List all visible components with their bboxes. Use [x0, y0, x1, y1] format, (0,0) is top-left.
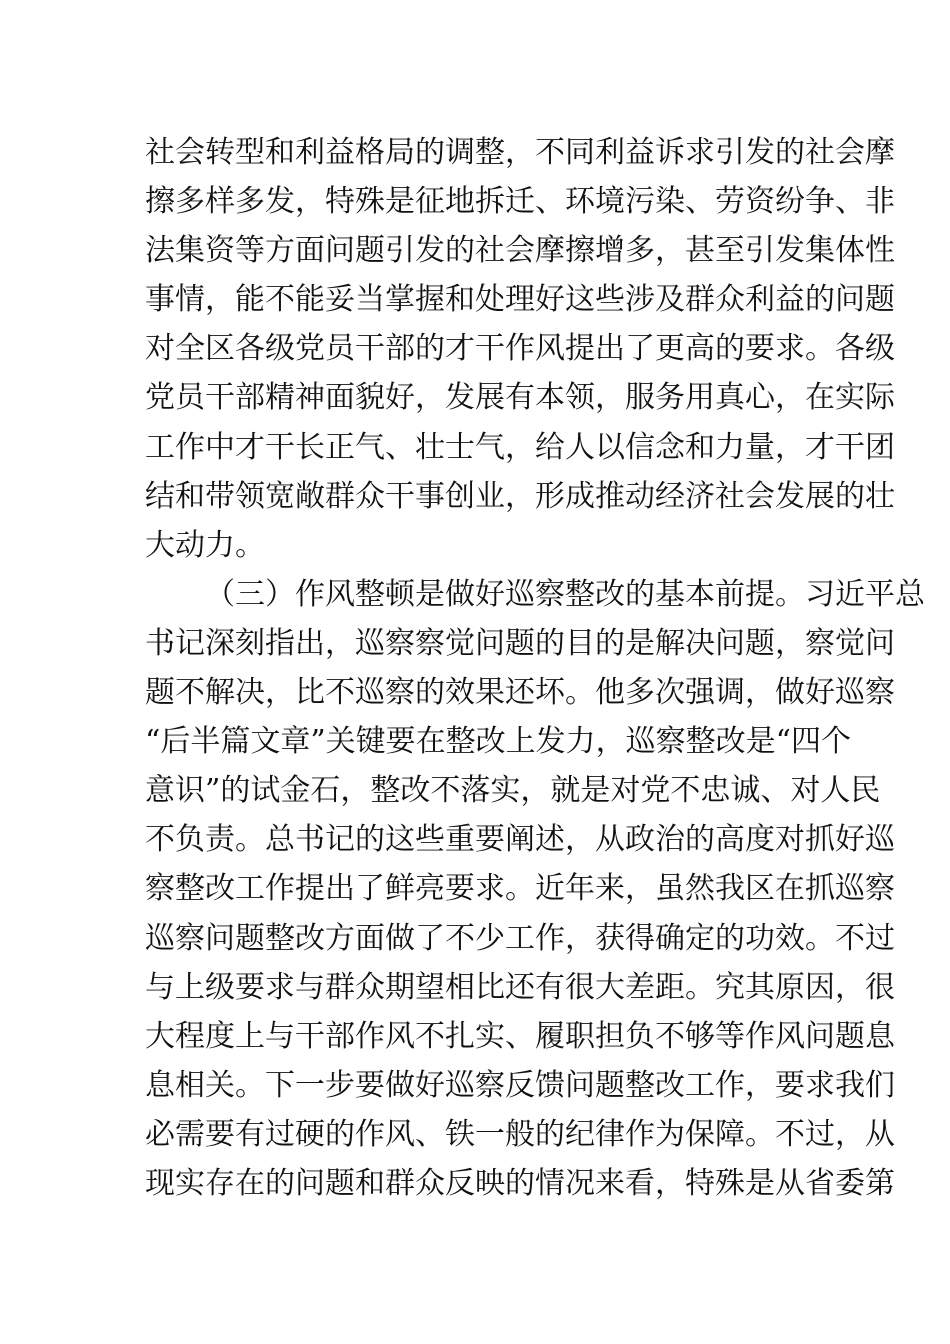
paragraph-line: 书记深刻指出，巡察察觉问题的目的是解决问题，察觉问 [145, 625, 895, 661]
paragraph-line: 法集资等方面问题引发的社会摩擦增多，甚至引发集体性 [145, 233, 895, 269]
paragraph-line: 大动力。 [145, 527, 265, 563]
paragraph-line: 意识”的试金石，整改不落实，就是对党不忠诚、对人民 [145, 773, 881, 809]
body-text [145, 128, 925, 1208]
paragraph-line: 现实存在的问题和群众反映的情况来看，特殊是从省委第 [145, 1165, 895, 1201]
paragraph-line: 工作中才干长正气、壮士气，给人以信念和力量，才干团 [145, 429, 895, 465]
paragraph-line: 社会转型和利益格局的调整，不同利益诉求引发的社会摩 [145, 135, 895, 170]
paragraph-line: 事情，能不能妥当掌握和处理好这些涉及群众利益的问题 [145, 282, 895, 318]
paragraph-line: 巡察问题整改方面做了不少工作，获得确定的功效。不过 [145, 920, 895, 956]
paragraph-line: 党员干部精神面貌好，发展有本领，服务用真心，在实际 [145, 380, 895, 416]
paragraph-line: 息相关。下一步要做好巡察反馈问题整改工作，要求我们 [145, 1067, 895, 1103]
paragraph-line: 不负责。总书记的这些重要阐述，从政治的高度对抓好巡 [145, 822, 895, 858]
paragraph-line: 察整改工作提出了鲜亮要求。近年来，虽然我区在抓巡察 [145, 871, 895, 907]
paragraph-line: 擦多样多发，特殊是征地拆迁、环境污染、劳资纷争、非 [145, 184, 895, 220]
paragraph-line: “后半篇文章”关键要在整改上发力，巡察整改是“四个 [145, 724, 852, 760]
paragraph-line: 题不解决，比不巡察的效果还坏。他多次强调，做好巡察 [145, 675, 895, 711]
paragraph-line: 必需要有过硬的作风、铁一般的纪律作为保障。不过，从 [145, 1116, 895, 1152]
section-heading-line: （三）作风整顿是做好巡察整改的基本前提。习近平总 [205, 576, 925, 612]
paragraph-line: 大程度上与干部作风不扎实、履职担负不够等作风问题息 [145, 1018, 895, 1054]
paragraph-line: 对全区各级党员干部的才干作风提出了更高的要求。各级 [145, 331, 895, 367]
paragraph-line: 与上级要求与群众期望相比还有很大差距。究其原因，很 [145, 969, 895, 1005]
paragraph-line: 结和带领宽敞群众干事创业，形成推动经济社会发展的壮 [145, 478, 895, 514]
